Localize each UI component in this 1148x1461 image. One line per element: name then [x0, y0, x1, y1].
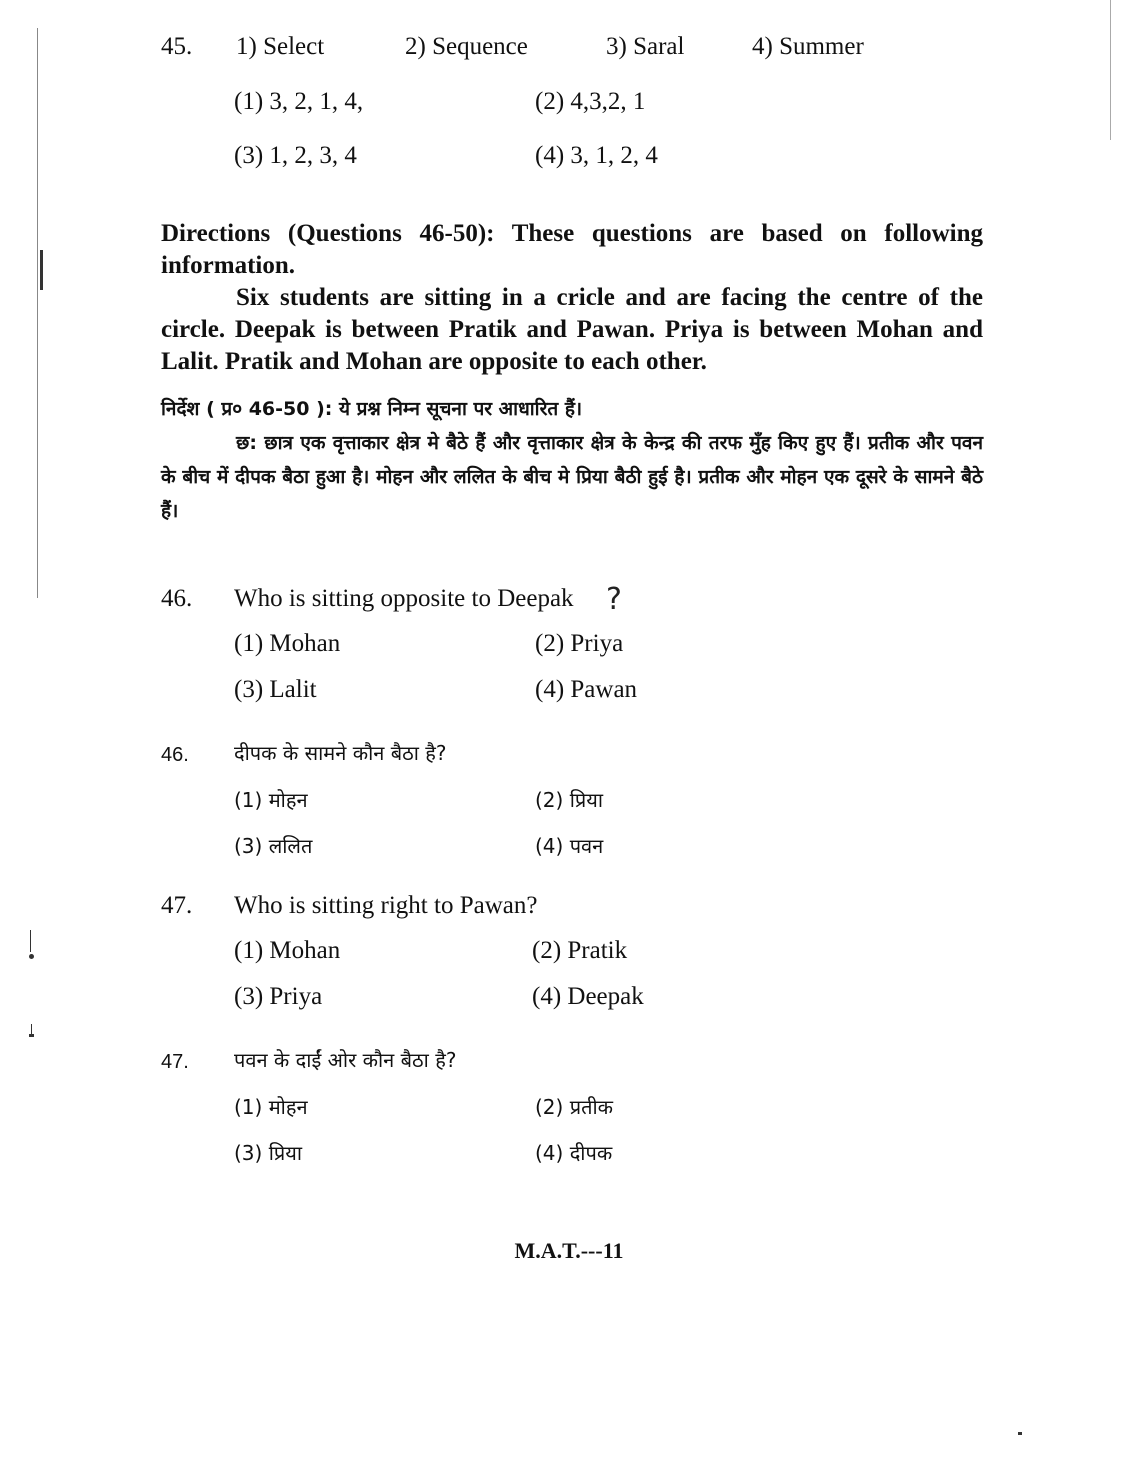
q47-hindi-option-4: (4) दीपक: [535, 1141, 613, 1165]
q46-option-2: (2) Priya: [535, 630, 624, 657]
q46-option-1: (1) Mohan: [234, 630, 341, 657]
q46-hindi-option-2: (2) प्रिया: [535, 788, 604, 812]
q47-hindi-option-3: (3) प्रिया: [234, 1141, 303, 1165]
q46-handwritten-question-mark: ?: [606, 582, 622, 617]
q47-hindi-number: 47.: [161, 1051, 189, 1073]
q46-hindi-question-text: दीपक के सामने कौन बैठा है?: [234, 741, 447, 765]
q47-number: 47.: [161, 892, 193, 919]
directions-body: Six students are sitting in a cricle and are facing the centre of the circle. Deepak is between Pratik and Pawan. Priya is between Mohan and Lalit. Pratik and Mohan are opposite to each other.: [161, 284, 983, 375]
directions-hindi-heading: निर्देश ( प्र० 46-50 ): ये प्रश्न निम्न सूचना पर आधारित हैं।: [161, 398, 583, 420]
scan-mark-2: [30, 930, 31, 952]
q47-hindi-option-1: (1) मोहन: [234, 1095, 308, 1119]
q46-hindi-option-4: (4) पवन: [535, 834, 604, 858]
q45-option-4: (4) 3, 1, 2, 4: [535, 142, 658, 169]
q45-option-2: (2) 4,3,2, 1: [535, 88, 646, 115]
scan-mark-4: [31, 1024, 32, 1034]
scan-line-left: [37, 28, 38, 598]
q47-option-4: (4) Deepak: [532, 983, 644, 1010]
directions-hindi: [161, 392, 983, 528]
scan-mark-5: [29, 1034, 34, 1037]
scan-mark-6: [1018, 1432, 1022, 1435]
scan-mark-3: [29, 954, 34, 959]
page-footer-code: M.A.T.---11: [514, 1238, 624, 1263]
directions-hindi-body: छ: छात्र एक वृत्ताकार क्षेत्र मे बैठे हैं और वृत्ताकार क्षेत्र के केन्द्र की तरफ मुँह किए हुए हैं। प्रतीक और पवन के बीच में दीपक बैठा हुआ है। मोहन और ललित के बीच मे प्रिया बैठी हुई है। प्रतीक और मोहन एक दूसरे के सामने बैठे हैं।: [161, 432, 983, 522]
scan-mark-1: [40, 250, 43, 290]
q45-number: 45.: [161, 33, 193, 60]
directions-heading: Directions (Questions 46-50): These questions are based on following information.: [161, 220, 983, 279]
q46-hindi-option-1: (1) मोहन: [234, 788, 308, 812]
q47-option-2: (2) Pratik: [532, 937, 628, 964]
q45-option-1: (1) 3, 2, 1, 4,: [234, 88, 364, 115]
q45-option-3: (3) 1, 2, 3, 4: [234, 142, 357, 169]
q45-word-3: 3) Saral: [606, 33, 685, 60]
q46-hindi-number: 46.: [161, 744, 189, 766]
q47-hindi-option-2: (2) प्रतीक: [535, 1095, 614, 1119]
q45-word-1: 1) Select: [236, 33, 325, 60]
q47-hindi-question-text: पवन के दाईं ओर कौन बैठा है?: [234, 1048, 457, 1072]
directions-english: [161, 218, 983, 378]
q45-word-4: 4) Summer: [752, 33, 864, 60]
q47-option-1: (1) Mohan: [234, 937, 341, 964]
q46-option-3: (3) Lalit: [234, 676, 317, 703]
q46-option-4: (4) Pawan: [535, 676, 638, 703]
q47-question-text: Who is sitting right to Pawan?: [234, 892, 538, 919]
q47-option-3: (3) Priya: [234, 983, 323, 1010]
q46-question-text: Who is sitting opposite to Deepak: [234, 585, 574, 612]
q46-hindi-option-3: (3) ललित: [234, 834, 313, 858]
q45-word-2: 2) Sequence: [405, 33, 528, 60]
scan-line-right: [1110, 0, 1111, 140]
q46-number: 46.: [161, 585, 193, 612]
